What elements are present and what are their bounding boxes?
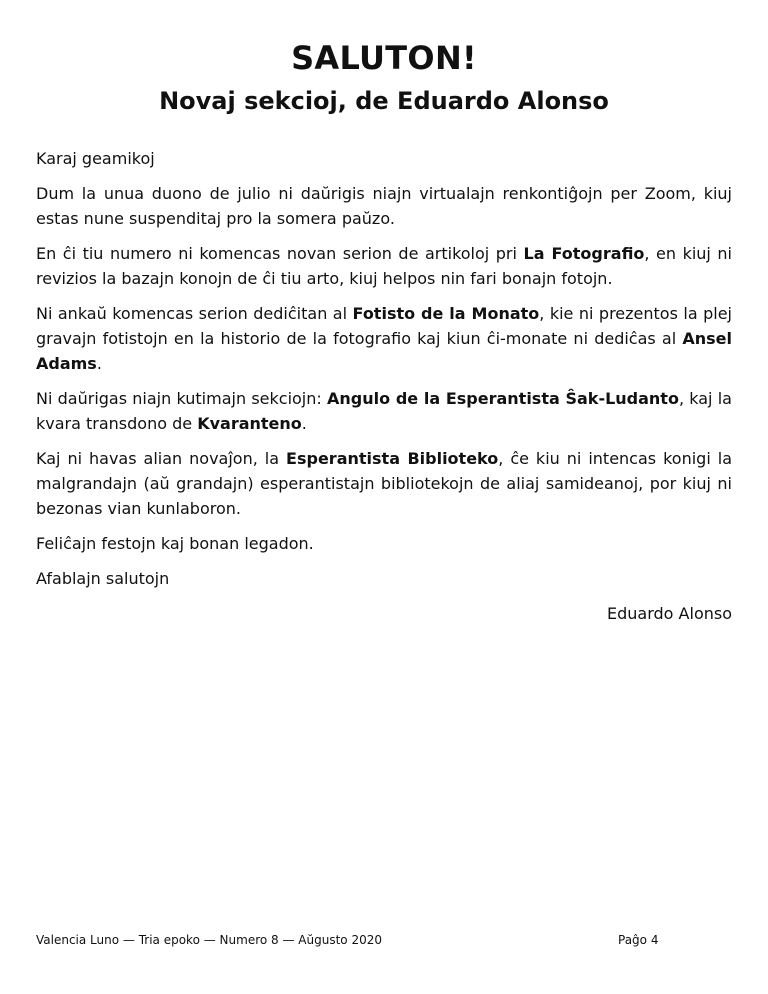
bold-term-fotisto-de-la-monato: Fotisto de la Monato — [352, 304, 540, 323]
text-span: Ni ankaŭ komencas serion dediĉitan al — [36, 304, 353, 323]
paragraph-zoom-meetings: Dum la unua duono de julio ni daŭrigis niajn virtualajn renkontiĝojn per Zoom, kiuj estas nune suspenditaj pro la somera paŭzo. — [36, 184, 732, 228]
text-span: , en kiuj ni revizios la bazajn konojn de ĉi tiu arto, kiuj helpos nin fari bonajn fotojn. — [36, 244, 732, 288]
greeting-paragraph: Karaj geamikoj — [36, 149, 155, 168]
text-span: , kie ni prezentos la plej gravajn fotistojn en la historio de la fotografio kaj kiun ĉi-monate ni dediĉas al — [36, 304, 733, 348]
page-subtitle: Novaj sekcioj, de Eduardo Alonso — [159, 87, 609, 115]
text-span: . — [301, 414, 307, 433]
bold-term-esperantista-biblioteko: Esperantista Biblioteko — [286, 449, 499, 468]
text-span: Ni daŭrigas niajn kutimajn sekciojn: — [36, 389, 328, 408]
text-span: . — [96, 354, 102, 373]
letter-body — [36, 146, 732, 636]
paragraph-library — [36, 446, 732, 521]
text-span: En ĉi tiu numero ni komencas novan serion de artikoloj pri — [36, 244, 524, 263]
closing-line: Afablajn salutojn — [36, 569, 170, 588]
paragraph-photography-series — [36, 241, 732, 291]
paragraph-wishes: Feliĉajn festojn kaj bonan legadon. — [36, 534, 314, 553]
text-span: , kaj la kvara transdono de — [36, 389, 732, 433]
bold-term-la-fotografio: La Fotografio — [523, 244, 645, 263]
bold-term-kvaranteno: Kvaranteno — [197, 414, 302, 433]
signature: Eduardo Alonso — [607, 604, 732, 623]
paragraph-regular-sections — [36, 386, 732, 436]
bold-term-chess-corner: Angulo de la Esperantista Ŝak-Ludanto — [327, 389, 679, 408]
footer-publication-info: Valencia Luno — Tria epoko — Numero 8 — Aŭgusto 2020 — [36, 933, 382, 947]
text-span: , ĉe kiu ni intencas konigi la malgrandajn (aŭ grandajn) esperantistajn bibliotekojn de aliaj samideanoj, por kiuj ni bezonas vian kunlaboron. — [36, 449, 732, 518]
page-title: SALUTON! — [291, 39, 477, 77]
footer-page-number: Paĝo 4 — [618, 933, 659, 947]
text-span: Kaj ni havas alian novaĵon, la — [36, 449, 287, 468]
paragraph-photographer-of-month — [36, 301, 732, 376]
bold-term-ansel-adams: Ansel Adams — [36, 329, 732, 373]
